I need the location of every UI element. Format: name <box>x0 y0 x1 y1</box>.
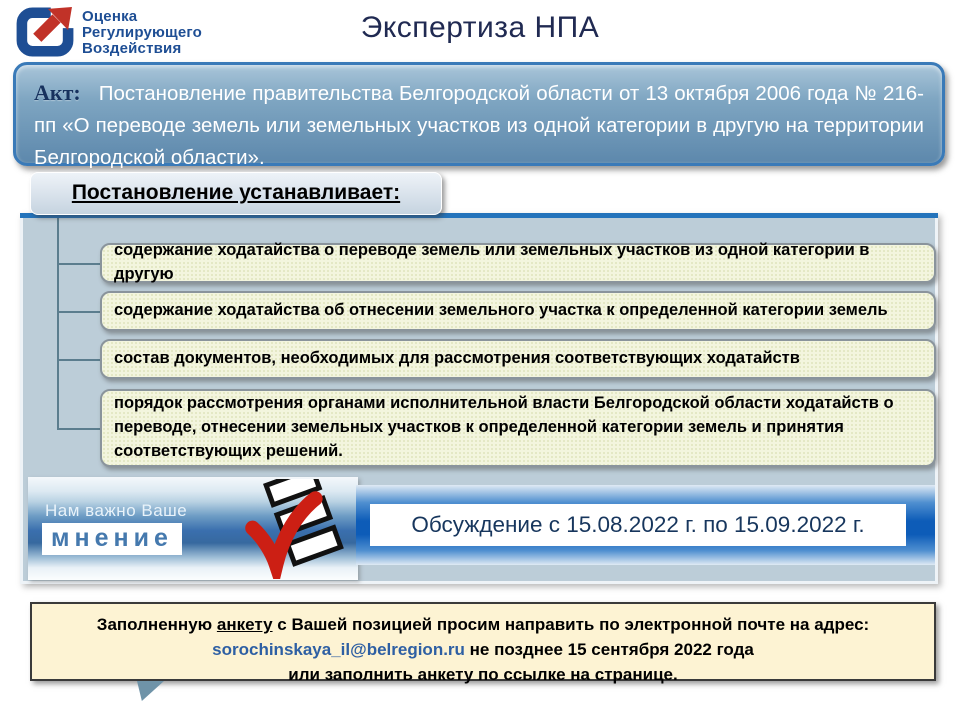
opinion-banner-image <box>28 477 358 580</box>
email-link[interactable]: sorochinskaya_il@belregion.ru <box>212 640 465 659</box>
logo-line-3: Воздействия <box>82 40 182 57</box>
tree-connector-branch-2 <box>57 311 102 313</box>
list-item: порядок рассмотрения органами исполнительной власти Белгородской области ходатайств о переводе, отнесении земельных участков к определенной категории земель и принятия соответствующих решений. <box>100 389 936 467</box>
footer-line1-post: с Вашей позицией просим направить по электронной почте на адрес: <box>272 615 870 634</box>
footer-line-3: или заполнить анкету по ссылке на странице. <box>288 665 678 684</box>
tree-connector-branch-3 <box>57 359 102 361</box>
footer-line-2 <box>32 637 934 662</box>
tree-connector-branch-1 <box>57 263 102 265</box>
footer-callout <box>30 602 936 684</box>
list-item: содержание ходатайства об отнесении земельного участка к определенной категории земель <box>100 291 936 331</box>
act-banner <box>13 62 945 169</box>
opinion-line-1: Нам важно Ваше <box>45 501 188 520</box>
discussion-band <box>356 485 935 565</box>
page-title: Экспертиза НПА <box>360 11 600 44</box>
ballot-checkmark-icon <box>206 479 356 579</box>
logo-line-2: Регулирующего <box>82 24 203 41</box>
discussion-period: Обсуждение с 15.08.2022 г. по 15.09.2022 г. <box>370 504 906 546</box>
footer-line1-pre: Заполненную <box>96 615 217 634</box>
questionnaire-link[interactable]: анкету <box>216 615 273 634</box>
establishes-panel <box>20 213 938 584</box>
footer-line-1 <box>32 612 934 637</box>
tree-connector-branch-4 <box>57 428 102 430</box>
opinion-line-2: мнение <box>42 523 182 555</box>
logo-line-1: Оценка <box>82 8 138 25</box>
callout-tail <box>137 681 164 701</box>
tree-connector-vertical <box>57 218 59 429</box>
act-banner-text <box>34 76 924 174</box>
list-item: содержание ходатайства о переводе земель или земельных участков из одной категории в другую <box>100 243 936 283</box>
footer-line2-post: не позднее 15 сентября 2022 года <box>464 640 754 659</box>
establishes-heading: Постановление устанавливает: <box>30 172 442 215</box>
list-item: состав документов, необходимых для рассмотрения соответствующих ходатайств <box>100 339 936 379</box>
act-label: Акт: <box>34 80 81 105</box>
act-description: Постановление правительства Белгородской области от 13 октября 2006 года № 216-пп «О переводе земель или земельных участков из одной категории в другую на территории Белгородской области». <box>34 82 924 169</box>
